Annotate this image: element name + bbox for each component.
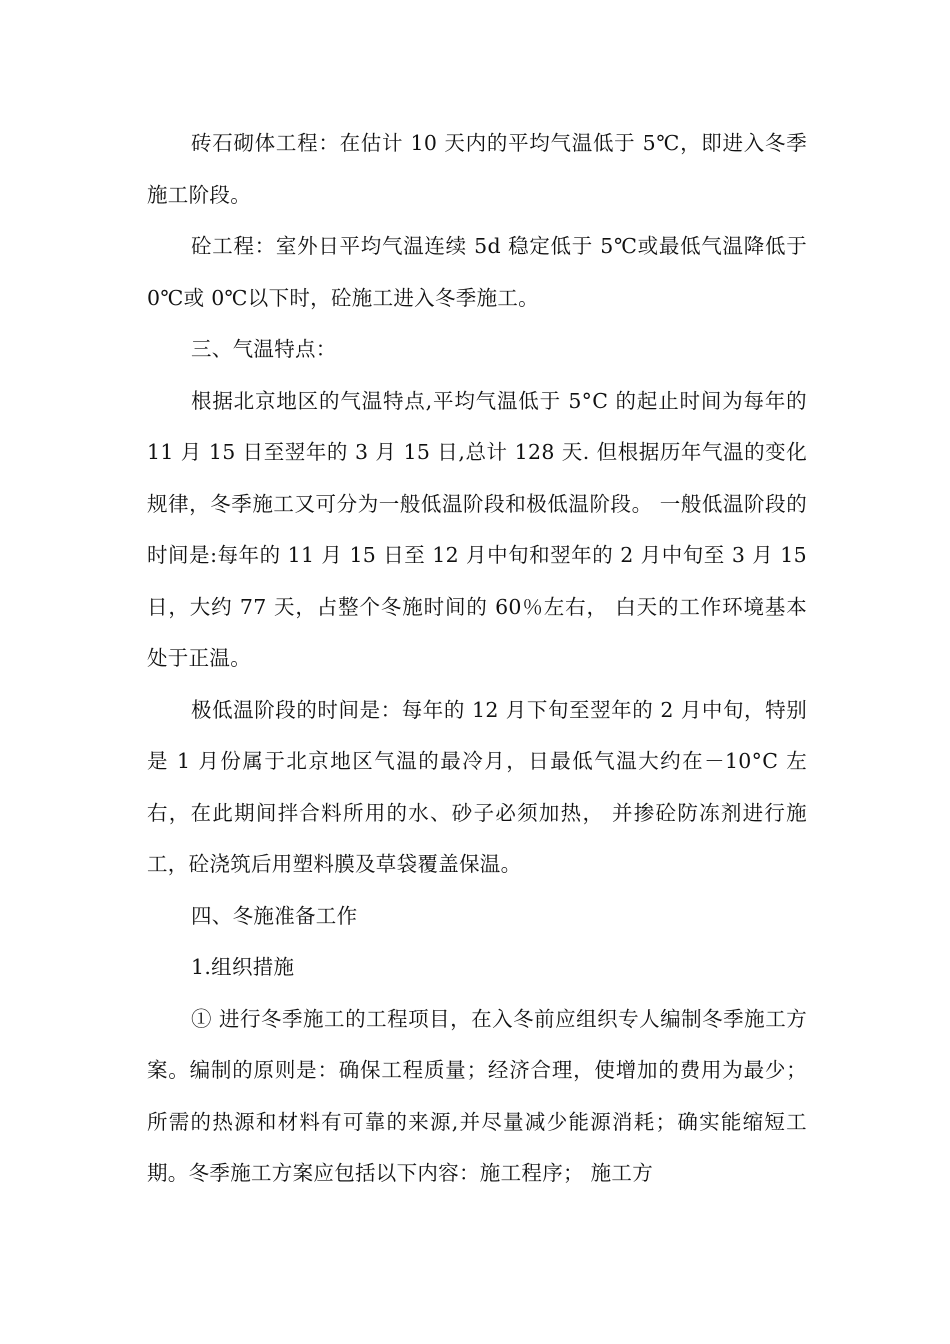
subsection-heading-organization: 1.组织措施 [191,955,295,979]
paragraph-winter-plan: ① 进行冬季施工的工程项目，在入冬前应组织专人编制冬季施工方案。编制的原则是：确保工程质量；经济合理，使增加的费用为最少；所需的热源和材料有可靠的来源,并尽量减少能源消耗；确实能缩短工期。冬季施工方案应包括以下内容：施工程序； 施工方 [147,1006,807,1185]
section-heading-temperature: 三、气温特点： [191,337,337,361]
paragraph-masonry-works: 砖石砌体工程：在估计 10 天内的平均气温低于 5℃，即进入冬季施工阶段。 [147,131,807,207]
paragraph-extreme-low-temperature: 极低温阶段的时间是：每年的 12 月下旬至翌年的 2 月中旬，特别是 1 月份属于北京地区气温的最冷月，日最低气温大约在－10°C 左右，在此期间拌合料所用的水、砂子必须加热， 并掺砼防冻剂进行施工，砼浇筑后用塑料膜及草袋覆盖保温。 [147,697,807,876]
paragraph-temperature-characteristics: 根据北京地区的气温特点,平均气温低于 5°C 的起止时间为每年的 11 月 15 日至翌年的 3 月 15 日,总计 128 天. 但根据历年气温的变化规律，冬季施工又可分为一般低温阶段和极低温阶段。 一般低温阶段的时间是:每年的 11 月 15 日至 12 月中旬和翌年的 2 月中旬至 3 月 15 日，大约 77 天，占整个冬施时间的 60％左右， 白天的工作环境基本处于正温。 [147,388,807,670]
document-body [147,118,807,1200]
paragraph-concrete-works: 砼工程：室外日平均气温连续 5d 稳定低于 5℃或最低气温降低于 0℃或 0℃以下时，砼施工进入冬季施工。 [147,234,807,310]
section-heading-preparation: 四、冬施准备工作 [191,903,358,928]
